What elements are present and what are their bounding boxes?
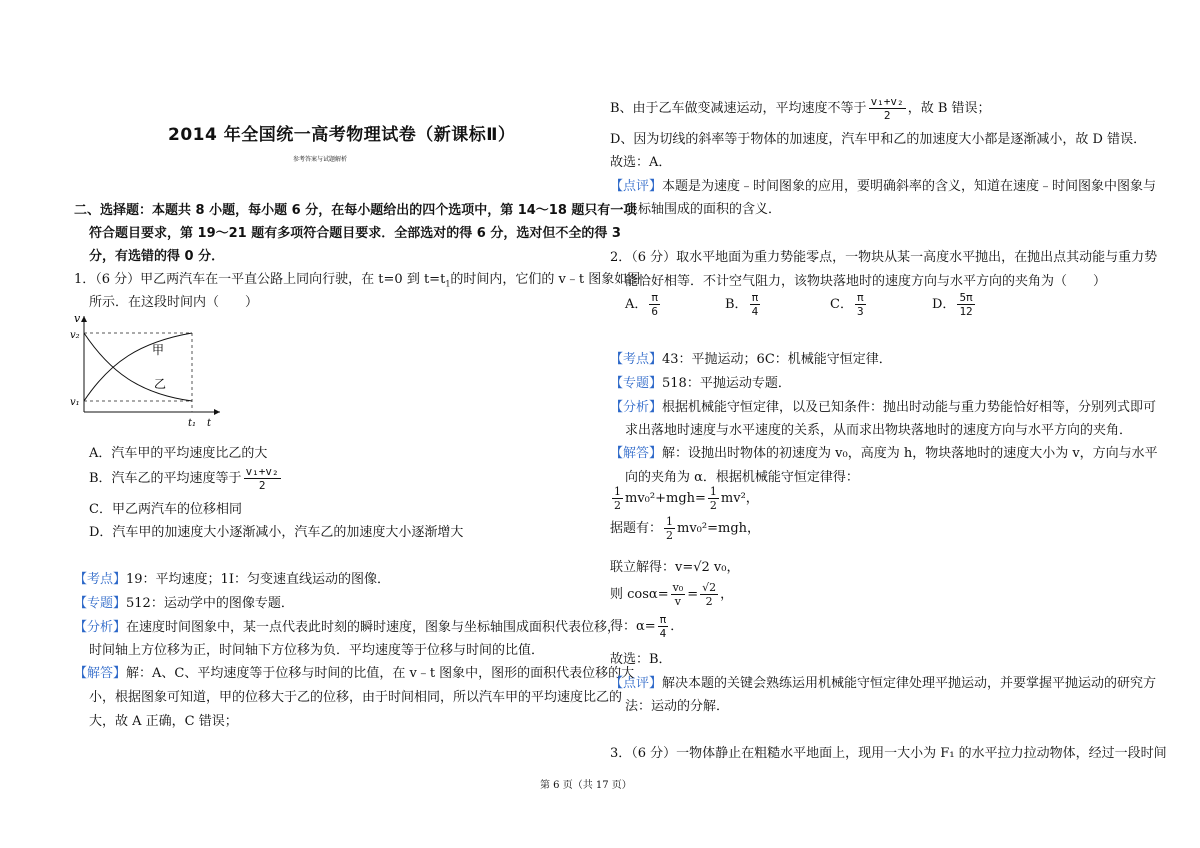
q2-answer: 故选：B．	[610, 652, 672, 667]
q2-option-c: C． $\frac{\pi}{3}$	[830, 291, 864, 318]
q2-zhuanti: 【专题】518：平抛运动专题．	[610, 376, 791, 391]
fraction: $\frac{5\pi}{12}$	[959, 291, 973, 318]
q2-jieda: 【解答】解：设抛出时物体的初速度为 v₀，高度为 h，物块落地时的速度大小为 v，方向与水平	[610, 446, 1158, 461]
t-axis-arrow	[214, 409, 220, 415]
q1-line2: 所示．在这段时间内（ ）	[89, 295, 259, 310]
q1-dianping: 【点评】本题是为速度﹣时间图象的应用，要明确斜率的含义，知道在速度﹣时间图象中图象与	[610, 179, 1157, 194]
q1-option-c: C．甲乙两汽车的位移相同	[89, 502, 242, 517]
q1-jieda-line3: 大，故 A 正确，C 错误；	[89, 714, 238, 729]
q1-answer: 故选：A．	[610, 155, 672, 170]
q3-line1: 3．（6 分）一物体静止在粗糙水平地面上，现用一大小为 F₁ 的水平拉力拉动物体，经过一段时间	[610, 746, 1167, 761]
page-subtitle: 参考答案与试题解析	[293, 156, 348, 163]
t1-label: t₁	[188, 418, 197, 429]
q2-kaodian: 【考点】43：平抛运动；6C：机械能守恒定律．	[610, 352, 892, 367]
fraction: $\frac{\text{v₁+v₂}}{2}$	[870, 95, 904, 122]
q2-option-b: B． $\frac{\pi}{4}$	[725, 291, 759, 318]
v2-label: v₂	[70, 330, 80, 341]
equation-condition: 据题有： $\frac{1}{2}$ mv₀²=mgh，	[610, 515, 761, 542]
jia-label: 甲	[152, 343, 165, 357]
q1-fenxi: 【分析】在速度时间图象中，某一点代表此时刻的瞬时速度，图象与坐标轴围成面积代表位移，	[74, 620, 621, 635]
fraction: $\frac{\text{v₀}}{v}$	[672, 581, 684, 608]
q2-fenxi-line2: 求出落地时速度与水平速度的关系，从而求出物块落地时的速度方向与水平方向的夹角．	[625, 423, 1133, 438]
section-intro-line3: 分，有选错的得 0 分．	[89, 249, 225, 264]
q2-dianping: 【点评】解决本题的关键会熟练运用机械能守恒定律处理平抛运动，并要掌握平抛运动的研究方	[610, 676, 1157, 691]
equation-solve: 联立解得：v=√2 v₀，	[610, 560, 740, 575]
equation-energy: $\frac{1}{2}$ mv₀²+mgh= $\frac{1}{2}$ mv²，	[614, 485, 759, 512]
fraction: $\frac{1}{2}$	[666, 515, 674, 542]
q2-fenxi: 【分析】根据机械能守恒定律，以及已知条件：抛出时动能与重力势能恰好相等，分别列式即可	[610, 400, 1157, 415]
v-label: v	[74, 312, 81, 325]
q1-jieda: 【解答】解：A、C、平均速度等于位移与时间的比值，在 v﹣t 图象中，图形的面积代表位移的大	[74, 666, 635, 681]
fraction: $\frac{\pi}{6}$	[651, 291, 659, 318]
d-explanation: D、因为切线的斜率等于物体的加速度，汽车甲和乙的加速度大小都是逐渐减小，故 D 错误．	[610, 132, 1147, 147]
q1-line1: 1．（6 分）甲乙两汽车在一平直公路上同向行驶，在 t=0 到 $t=t_1$的时间内，它们的 v﹣t 图象如图	[74, 272, 641, 289]
q2-option-a: A． $\frac{\pi}{6}$	[625, 291, 659, 318]
equation-alpha: 得：α= $\frac{\pi}{4}$ ．	[610, 613, 684, 640]
q1-fenxi-line2: 时间轴上方位移为正，时间轴下方位移为负．平均速度等于位移与时间的比值．	[89, 643, 545, 658]
q1-option-d: D．汽车甲的加速度大小逐渐减小，汽车乙的加速度大小逐渐增大	[89, 525, 464, 540]
curve-jia	[84, 333, 192, 401]
v-axis-arrow	[81, 316, 87, 322]
q1-option-b: B．汽车乙的平均速度等于 $\frac{\text{v₁+v₂}}{2}$	[89, 465, 279, 492]
q2-option-d: D． $\frac{5\pi}{12}$	[932, 291, 973, 318]
q2-dianping-line2: 法：运动的分解．	[625, 699, 730, 714]
section-intro-line2: 符合题目要求，第 19～21 题有多项符合题目要求．全部选对的得 6 分，选对但不全的得 3	[89, 226, 621, 241]
curve-yi	[84, 333, 192, 401]
q1-zhuanti: 【专题】512：运动学中的图像专题．	[74, 596, 294, 611]
fraction: $\frac{1}{2}$	[614, 485, 621, 512]
q2-jieda-line2: 向的夹角为 α．根据机械能守恒定律得：	[625, 470, 859, 485]
q1-kaodian: 【考点】19：平均速度；1I：匀变速直线运动的图像．	[74, 572, 390, 587]
yi-label: 乙	[154, 377, 167, 391]
equation-cos: 则 cosα= $\frac{\text{v₀}}{v}$ = $\frac{√2}{2}$ ，	[610, 581, 734, 608]
fraction: $\frac{\pi}{4}$	[659, 613, 667, 640]
q2-line2: 能恰好相等．不计空气阻力，该物块落地时的速度方向与水平方向的夹角为（ ）	[625, 274, 1107, 289]
page-footer: 第 6 页（共 17 页）	[540, 780, 632, 791]
t-label: t	[207, 418, 212, 429]
fraction: $\frac{1}{2}$	[709, 485, 717, 512]
fraction: $\frac{\pi}{4}$	[751, 291, 759, 318]
q1-jieda-line2: 小，根据图象可知道，甲的位移大于乙的位移，由于时间相同，所以汽车甲的平均速度比乙的	[89, 690, 623, 705]
q1-option-a: A．汽车甲的平均速度比乙的大	[89, 446, 268, 461]
q2-line1: 2．（6 分）取水平地面为重力势能零点，一物块从某一高度水平抛出，在抛出点其动能与重力势	[610, 250, 1158, 265]
v1-label: v₁	[70, 397, 80, 408]
q1-dianping-line2: 坐标轴围成的面积的含义．	[625, 202, 782, 217]
vt-graph	[70, 312, 230, 442]
fraction: $\frac{\pi}{3}$	[856, 291, 864, 318]
section-intro-line1: 二、选择题：本题共 8 小题，每小题 6 分，在每小题给出的四个选项中，第 14～18 题只有一项	[74, 203, 637, 218]
fraction: $\frac{√2}{2}$	[702, 581, 717, 608]
b-explanation: B、由于乙车做变减速运动，平均速度不等于 $\frac{\text{v₁+v₂}}{2}$ ，故 B 错误；	[610, 95, 991, 122]
fraction: $\frac{\text{v₁+v₂}}{2}$	[245, 465, 279, 492]
page-title: 2014 年全国统一高考物理试卷（新课标Ⅱ）	[168, 125, 516, 145]
